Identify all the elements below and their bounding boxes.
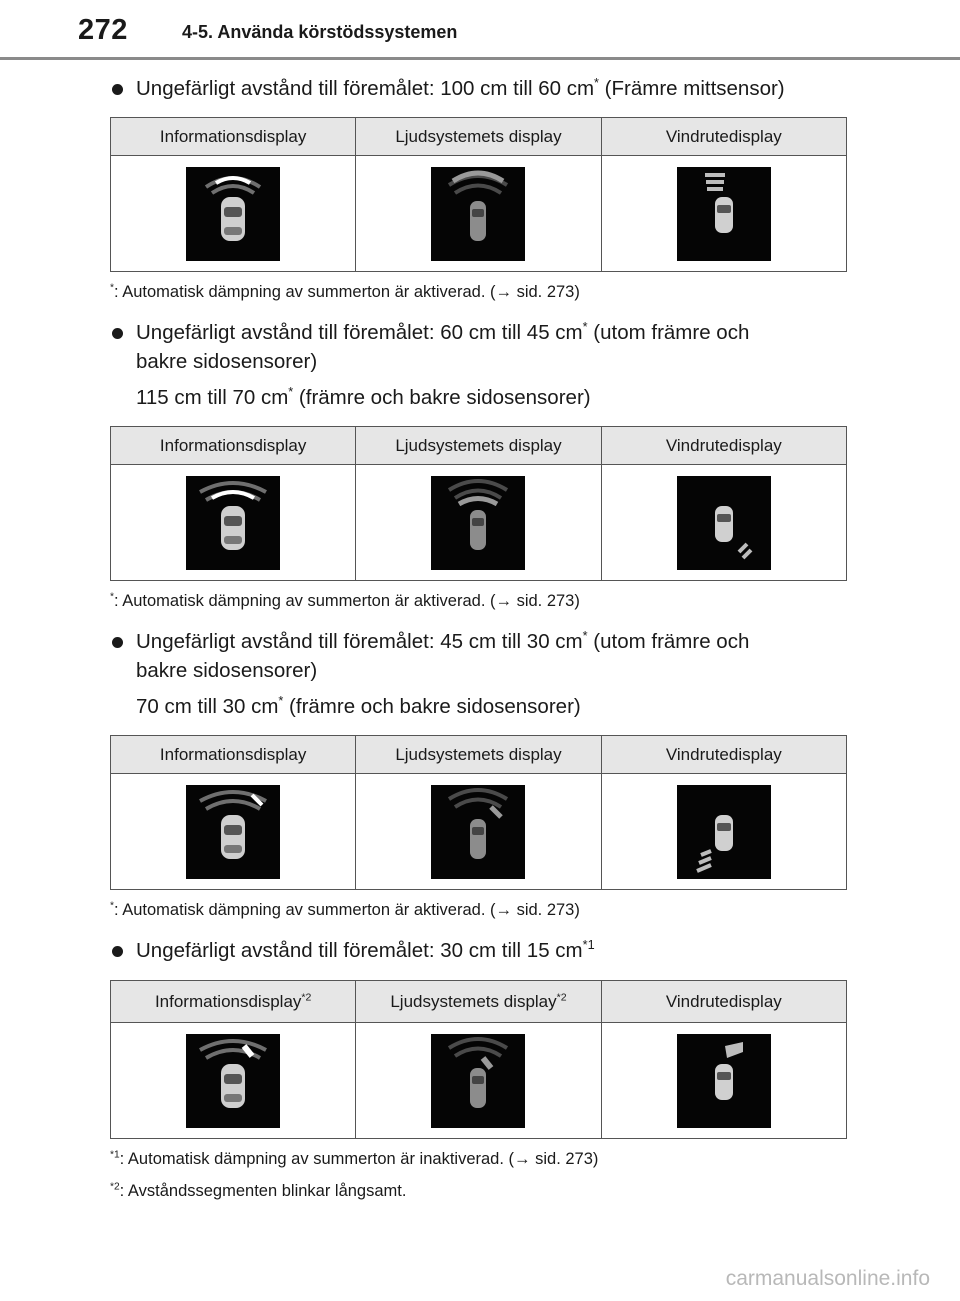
audio-display-screen — [431, 167, 525, 261]
display-table — [110, 426, 847, 581]
bullet-continuation: bakre sidosensorer) — [136, 350, 318, 373]
footnote: $^{*1}$: Automatisk dämpning av summerton är inaktiverad. (→ sid. 273) — [110, 1149, 599, 1168]
column-header-windshield: Vindrutedisplay — [601, 736, 846, 774]
bullet-dot — [112, 946, 123, 957]
info-display-screen — [186, 167, 280, 261]
header-divider — [0, 57, 960, 60]
arrow-icon: → — [514, 1150, 531, 1168]
windshield-display-screen — [677, 1034, 771, 1128]
display-table — [110, 735, 847, 890]
watermark: carmanualsonline.info — [725, 1267, 930, 1290]
column-header-windshield: Vindrutedisplay — [601, 427, 846, 465]
column-header-info: Informationsdisplay — [111, 427, 356, 465]
audio-display-image — [431, 167, 525, 261]
bullet-dot — [112, 637, 123, 648]
info-display-image — [186, 785, 280, 879]
bullet-continuation: 115 cm till 70 cm* (främre och bakre sidosensorer) — [136, 384, 591, 409]
column-header-info: Informationsdisplay — [111, 736, 356, 774]
info-display-image — [186, 476, 280, 570]
bullet-text: Ungefärligt avstånd till föremålet: 100 cm till 60 cm* (Främre mittsensor) — [136, 75, 785, 100]
column-header-audio: Ljudsystemets display$^{*2}$ — [356, 981, 601, 1023]
page-number: 272 — [78, 14, 128, 46]
bullet-dot — [112, 328, 123, 339]
info-display-screen — [186, 1034, 280, 1128]
bullet-dot — [112, 84, 123, 95]
arrow-icon: → — [495, 283, 512, 301]
display-table — [110, 117, 847, 272]
page-header — [0, 0, 960, 60]
display-table — [110, 980, 847, 1139]
windshield-display-image — [677, 1034, 771, 1128]
audio-display-image — [431, 785, 525, 879]
bullet-text: Ungefärligt avstånd till föremålet: 45 cm till 30 cm* (utom främre och — [136, 628, 750, 653]
column-header-info: Informationsdisplay — [111, 118, 356, 156]
section-title: 4-5. Använda körstödssystemen — [182, 22, 458, 42]
footnote: *: Automatisk dämpning av summerton är aktiverad. (→ sid. 273) — [110, 282, 580, 301]
windshield-display-screen — [677, 167, 771, 261]
bullet-text: Ungefärligt avstånd till föremålet: 30 cm till 15 $cm^{*1}$ — [136, 937, 595, 962]
info-display-image — [186, 1034, 280, 1128]
column-header-audio: Ljudsystemets display — [356, 427, 601, 465]
column-header-info: Informationsdisplay$^{*2}$ — [111, 981, 356, 1023]
info-display-image — [186, 167, 280, 261]
audio-display-screen — [431, 785, 525, 879]
info-display-screen — [186, 476, 280, 570]
column-header-windshield: Vindrutedisplay — [601, 981, 846, 1023]
column-header-audio: Ljudsystemets display — [356, 118, 601, 156]
footnote: *: Automatisk dämpning av summerton är aktiverad. (→ sid. 273) — [110, 591, 580, 610]
footnote: *: Automatisk dämpning av summerton är aktiverad. (→ sid. 273) — [110, 900, 580, 919]
audio-display-image — [431, 476, 525, 570]
bullet-continuation: 70 cm till 30 cm* (främre och bakre sidosensorer) — [136, 693, 581, 718]
column-header-windshield: Vindrutedisplay — [601, 118, 846, 156]
windshield-display-image — [677, 785, 771, 879]
column-header-audio: Ljudsystemets display — [356, 736, 601, 774]
arrow-icon: → — [495, 901, 512, 919]
windshield-display-image — [677, 476, 771, 570]
audio-display-image — [431, 1034, 525, 1128]
info-display-screen — [186, 785, 280, 879]
arrow-icon: → — [495, 592, 512, 610]
audio-display-screen — [431, 1034, 525, 1128]
windshield-display-screen — [677, 476, 771, 570]
bullet-text: Ungefärligt avstånd till föremålet: 60 cm till 45 cm* (utom främre och — [136, 319, 750, 344]
audio-display-screen — [431, 476, 525, 570]
windshield-display-image — [677, 167, 771, 261]
windshield-display-screen — [677, 785, 771, 879]
footnote: $^{*2}$: Avståndssegmenten blinkar långsamt. — [110, 1181, 407, 1200]
bullet-continuation: bakre sidosensorer) — [136, 659, 318, 682]
